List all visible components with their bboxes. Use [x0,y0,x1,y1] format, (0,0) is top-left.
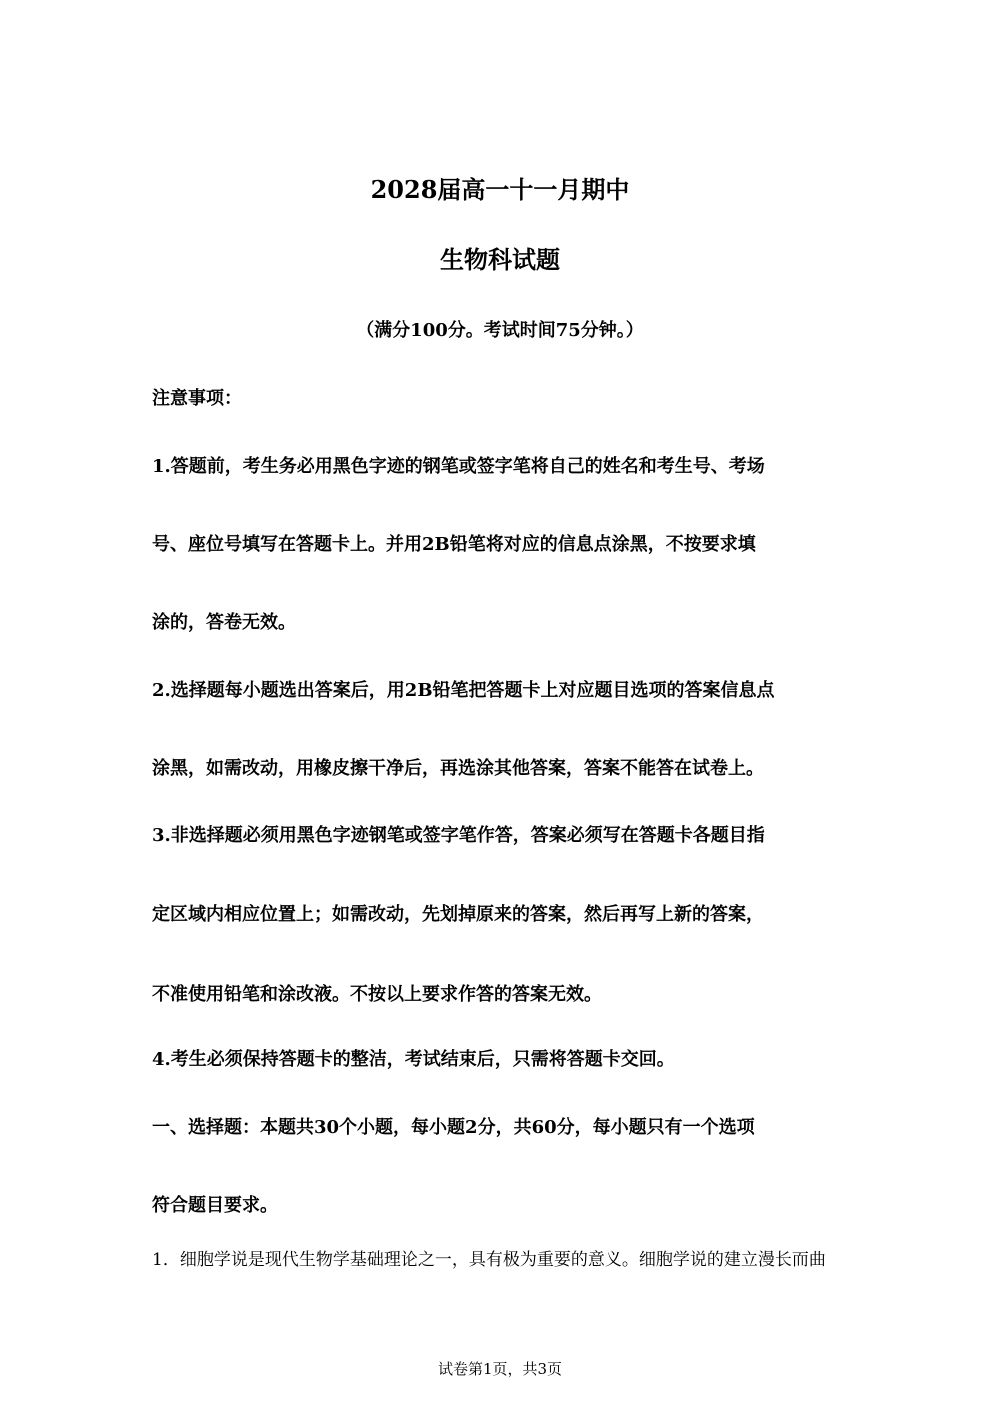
note-line: 3.非选择题必须用黑色字迹钢笔或签字笔作答，答案必须写在答题卡各题目指 [152,825,765,846]
section-heading: 符合题目要求。 [152,1195,278,1216]
note-line: 涂黑，如需改动，用橡皮擦干净后，再选涂其他答案，答案不能答在试卷上。 [152,758,764,779]
section-heading: 一、选择题：本题共30个小题，每小题2分，共60分，每小题只有一个选项 [152,1117,755,1138]
note-line: 4.考生必须保持答题卡的整洁，考试结束后，只需将答题卡交回。 [152,1049,675,1070]
exam-title: 2028届高一十一月期中 [370,175,630,204]
note-line: 定区域内相应位置上；如需改动，先划掉原来的答案，然后再写上新的答案， [152,904,764,925]
page-footer: 试卷第1页，共3页 [437,1360,563,1378]
note-line: 涂的，答卷无效。 [152,612,296,633]
note-line: 2.选择题每小题选出答案后，用2B铅笔把答题卡上对应题目选项的答案信息点 [152,680,775,701]
note-line: 不准使用铅笔和涂改液。不按以上要求作答的答案无效。 [152,984,602,1005]
note-line: 1.答题前，考生务必用黑色字迹的钢笔或签字笔将自己的姓名和考生号、考场 [152,456,765,477]
subject-title: 生物科试题 [440,245,560,274]
note-line: 号、座位号填写在答题卡上。并用2B铅笔将对应的信息点涂黑，不按要求填 [152,534,756,555]
notes-heading: 注意事项： [152,388,242,409]
exam-subtitle: （满分100分。考试时间75分钟。） [356,320,644,341]
question-1-text: 1．细胞学说是现代生物学基础理论之一，具有极为重要的意义。细胞学说的建立漫长而曲 [152,1250,826,1270]
